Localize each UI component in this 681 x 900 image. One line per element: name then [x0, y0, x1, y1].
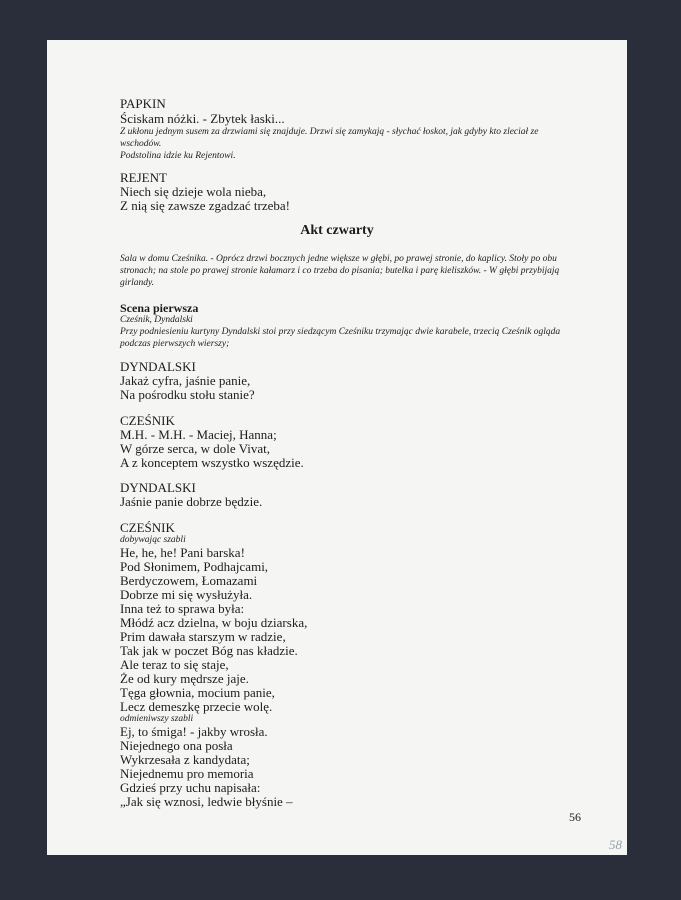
verse-line: Prim dawała starszym w radzie,: [120, 629, 286, 644]
verse-line: „Jak się wznosi, ledwie błyśnie –: [120, 794, 293, 809]
verse-line: Pod Słonimem, Podhajcami,: [120, 559, 269, 574]
stage-direction: Cześnik, Dyndalski: [120, 315, 193, 325]
verse-line: Ej, to śmiga! - jakby wrosła.: [120, 724, 268, 739]
verse-line: Że od kury mędrsze jaje.: [120, 671, 249, 686]
verse-line: Lecz demeszkę przecie wolę.: [120, 699, 273, 714]
document-page: [47, 40, 627, 855]
speaker-name: CZEŚNIK: [120, 413, 175, 428]
verse-line: W górze serca, w dole Vivat,: [120, 441, 270, 456]
verse-line: Niejednemu pro memoria: [120, 766, 254, 781]
act-title: Akt czwarty: [300, 223, 374, 238]
verse-line: A z konceptem wszystko wszędzie.: [120, 455, 304, 470]
verse-line: Dobrze mi się wysłużyła.: [120, 587, 253, 602]
stage-direction: dobywając szabli: [120, 535, 186, 545]
stage-direction: Sala w domu Cześnika. - Oprócz drzwi bocznych jedne większe w głębi, po prawej stronie, do kaplicy. Stoły po obu: [120, 254, 557, 264]
verse-line: Gdzieś przy uchu napisała:: [120, 780, 261, 795]
stage-direction: wschodów.: [120, 139, 162, 149]
verse-line: Inna też to sprawa była:: [120, 601, 245, 616]
verse-line: Młódź acz dzielna, w boju dziarska,: [120, 615, 308, 630]
speaker-name: CZEŚNIK: [120, 520, 175, 535]
stage-direction: stronach; na stole po prawej stronie kałamarz i co trzeba do pisania; butelka i parę kieliszków. - W głębi przybijają: [120, 266, 560, 276]
verse-line: Berdyczowem, Łomazami: [120, 573, 258, 588]
verse-line: Ale teraz to się staje,: [120, 657, 229, 672]
verse-line: M.H. - M.H. - Maciej, Hanna;: [120, 427, 277, 442]
verse-line: Ściskam nóżki. - Zbytek łaski...: [120, 111, 285, 126]
stage-direction: Podstolina idzie ku Rejentowi.: [120, 151, 236, 161]
stage-direction: Z ukłonu jednym susem za drzwiami się znajduje. Drzwi się zamykają - słychać łoskot, jak gdyby kto zleciał ze: [120, 127, 539, 137]
speaker-name: PAPKIN: [120, 96, 166, 111]
stage-direction: odmieniwszy szabli: [120, 714, 194, 724]
speaker-name: DYNDALSKI: [120, 359, 196, 374]
verse-line: Niejednego ona posła: [120, 738, 233, 753]
verse-line: He, he, he! Pani barska!: [120, 545, 245, 560]
stage-direction: girlandy.: [120, 278, 155, 288]
verse-line: Wykrzesała z kandydata;: [120, 752, 250, 767]
stage-direction: podczas pierwszych wierszy;: [120, 339, 230, 349]
verse-line: Tak jak w poczet Bóg nas kładzie.: [120, 643, 298, 658]
speaker-name: DYNDALSKI: [120, 480, 196, 495]
stage-direction: Przy podniesieniu kurtyny Dyndalski stoi przy siedzącym Cześniku trzymając dwie karabele, trzecią Cześnik ogląda: [120, 327, 561, 337]
page-number: 56: [569, 810, 581, 824]
speaker-name: REJENT: [120, 170, 167, 185]
pencil-annotation: 58: [609, 837, 622, 852]
verse-line: Na pośrodku stołu stanie?: [120, 387, 255, 402]
verse-line: Jakaż cyfra, jaśnie panie,: [120, 373, 251, 388]
scene-title: Scena pierwsza: [120, 301, 199, 315]
verse-line: Z nią się zawsze zgadzać trzeba!: [120, 198, 290, 213]
verse-line: Niech się dzieje wola nieba,: [120, 184, 267, 199]
verse-line: Tęga głownia, mocium panie,: [120, 685, 275, 700]
verse-line: Jaśnie panie dobrze będzie.: [120, 494, 263, 509]
